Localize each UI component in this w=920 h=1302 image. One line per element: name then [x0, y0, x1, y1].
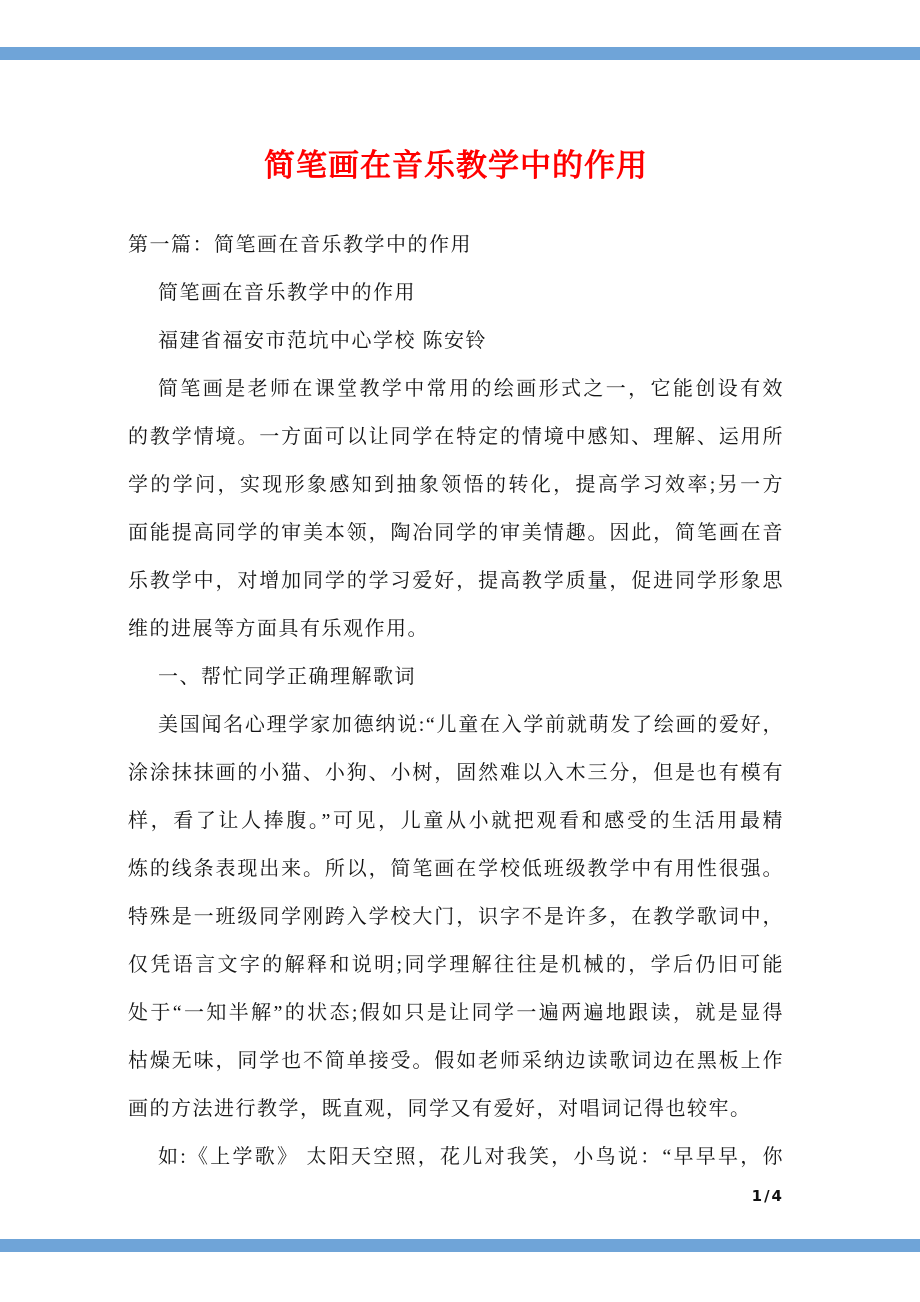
text-line: 的教学情境。一方面可以让同学在特定的情境中感知、理解、运用所 — [128, 426, 784, 448]
text-line: 乐教学中，对增加同学的学习爱好，提高教学质量，促进同学形象思 — [128, 570, 784, 592]
text-line: 学的学问，实现形象感知到抽象领悟的转化，提高学习效率;另一方 — [128, 474, 784, 496]
text-line: 简笔画是老师在课堂教学中常用的绘画形式之一，它能创设有效 — [158, 378, 784, 400]
text-line: 画的方法进行教学，既直观，同学又有爱好，对唱词记得也较牢。 — [128, 1098, 752, 1120]
page-number: 1/4 — [751, 1187, 784, 1205]
text-line: 炼的线条表现出来。所以，简笔画在学校低班级教学中有用性很强。 — [128, 858, 784, 880]
text-line: 面能提高同学的审美本领，陶冶同学的审美情趣。因此，简笔画在音 — [128, 522, 784, 544]
text-line: 一、帮忙同学正确理解歌词 — [158, 666, 416, 688]
text-line: 福建省福安市范坑中心学校 陈安铃 — [158, 330, 487, 352]
text-line: 如:《上学歌》 太阳天空照，花儿对我笑，小鸟说：“早早早，你 — [158, 1146, 784, 1168]
text-line: 仅凭语言文字的解释和说明;同学理解往往是机械的，学后仍旧可能 — [128, 954, 784, 976]
text-line: 枯燥无味，同学也不简单接受。假如老师采纳边读歌词边在黑板上作 — [128, 1050, 784, 1072]
page-bottom-divider — [0, 1239, 920, 1252]
text-line: 样，看了让人捧腹。”可见，儿童从小就把观看和感受的生活用最精 — [128, 810, 784, 832]
document-title: 简笔画在音乐教学中的作用 — [264, 148, 648, 183]
text-line: 特殊是一班级同学刚跨入学校大门，识字不是许多，在教学歌词中， — [128, 906, 784, 928]
text-line: 第一篇：简笔画在音乐教学中的作用 — [128, 234, 472, 256]
text-line: 美国闻名心理学家加德纳说:“儿童在入学前就萌发了绘画的爱好， — [158, 714, 784, 736]
text-line: 维的进展等方面具有乐观作用。 — [128, 618, 429, 640]
page-top-divider — [0, 47, 920, 60]
document-body — [128, 221, 784, 1181]
text-line: 涂涂抹抹画的小猫、小狗、小树，固然难以入木三分，但是也有模有 — [128, 762, 784, 784]
text-line: 处于“一知半解”的状态;假如只是让同学一遍两遍地跟读，就是显得 — [128, 1002, 784, 1024]
text-line: 简笔画在音乐教学中的作用 — [158, 282, 416, 304]
